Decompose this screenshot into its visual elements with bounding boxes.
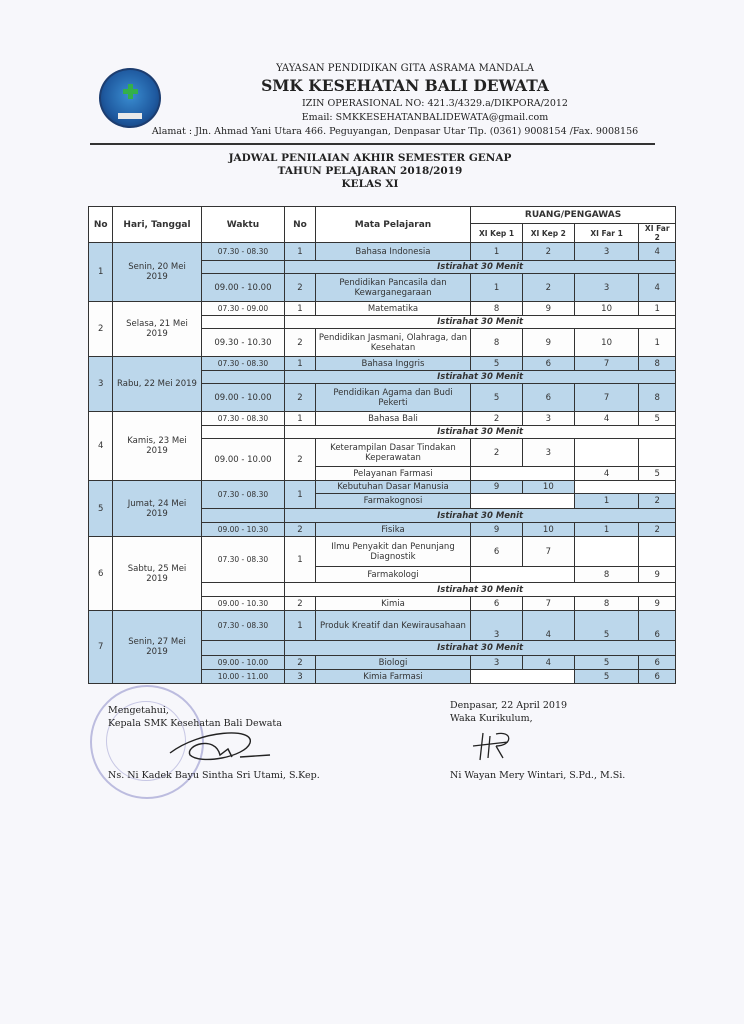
room-cell: 4 (574, 467, 639, 481)
room-cell: 2 (639, 523, 676, 537)
subject: Pelayanan Farmasi (315, 467, 470, 481)
school-name: SMK KESEHATAN BALI DEWATA (261, 76, 549, 95)
signature-scribble-left-icon (160, 725, 280, 770)
letterhead (85, 58, 685, 143)
license-number: IZIN OPERASIONAL NO: 421.3/4329.a/DIKPORA/2012 (302, 98, 568, 109)
header-room-kep1: XI Kep 1 (471, 224, 523, 243)
room-cell: 9 (471, 481, 523, 494)
room-cell: 6 (522, 384, 574, 412)
header-day: Hari, Tanggal (113, 207, 201, 243)
room-cell: 6 (471, 597, 523, 611)
room-cell: 5 (639, 412, 676, 426)
subject: Biologi (315, 656, 470, 670)
room-cell: 7 (574, 357, 639, 371)
room-cell: 3 (574, 243, 639, 261)
break-label: Istirahat 30 Menit (285, 426, 676, 439)
break-label: Istirahat 30 Menit (285, 641, 676, 656)
session-no: 2 (285, 656, 316, 670)
room-cell: 6 (639, 656, 676, 670)
room-cell: 5 (639, 467, 676, 481)
break-label: Istirahat 30 Menit (285, 261, 676, 274)
header-room-far2: XI Far 2 (639, 224, 676, 243)
room-cell: 1 (471, 243, 523, 261)
room-cell: 4 (639, 274, 676, 302)
room-cell: 1 (639, 302, 676, 316)
room-cell: 6 (639, 670, 676, 684)
sig-right-name: Ni Wayan Mery Wintari, S.Pd., M.Si. (450, 770, 626, 781)
session-time: 10.00 - 11.00 (201, 670, 285, 684)
room-cell: 9 (522, 329, 574, 357)
subject: Pendidikan Agama dan Budi Pekerti (315, 384, 470, 412)
unused-room-cell (574, 537, 639, 567)
session-time: 07.30 - 08.30 (201, 243, 285, 261)
room-cell: 10 (574, 329, 639, 357)
sig-left-line2: Kepala SMK Kesehatan Bali Dewata (108, 718, 282, 729)
subject: Keterampilan Dasar Tindakan Keperawatan (315, 439, 470, 467)
break-label: Istirahat 30 Menit (285, 316, 676, 329)
room-cell: 10 (522, 523, 574, 537)
doc-year: TAHUN PELAJARAN 2018/2019 (277, 165, 463, 177)
sig-right-line1: Denpasar, 22 April 2019 (450, 700, 568, 711)
room-cell: 8 (471, 302, 523, 316)
unused-room-cell (471, 467, 575, 481)
session-no: 2 (285, 384, 316, 412)
header-subject: Mata Pelajaran (315, 207, 470, 243)
room-cell: 5 (574, 670, 639, 684)
room-cell: 6 (639, 611, 676, 641)
break-label: Istirahat 30 Menit (285, 371, 676, 384)
room-cell: 5 (574, 611, 639, 641)
day-no: 2 (89, 302, 113, 357)
session-no: 1 (285, 357, 316, 371)
session-time: 07.30 - 08.30 (201, 412, 285, 426)
session-time: 09.00 - 10.00 (201, 439, 285, 481)
session-time: 09.30 - 10.30 (201, 329, 285, 357)
session-no: 1 (285, 537, 316, 583)
day-date: Kamis, 23 Mei 2019 (113, 412, 201, 481)
school-address: Alamat : Jln. Ahmad Yani Utara 466. Peguyangan, Denpasar Utar Tlp. (0361) 9008154 /Fax. 9008156 (151, 126, 639, 137)
session-no: 1 (285, 243, 316, 261)
session-time: 07.30 - 08.30 (201, 537, 285, 583)
room-cell: 5 (471, 384, 523, 412)
subject: Kimia Farmasi (315, 670, 470, 684)
subject: Bahasa Bali (315, 412, 470, 426)
room-cell: 4 (639, 243, 676, 261)
session-no: 3 (285, 670, 316, 684)
subject: Farmakologi (315, 567, 470, 583)
doc-title: JADWAL PENILAIAN AKHIR SEMESTER GENAP (228, 152, 512, 164)
break-label: Istirahat 30 Menit (285, 583, 676, 597)
room-cell: 8 (639, 357, 676, 371)
room-cell: 4 (522, 656, 574, 670)
room-cell: 6 (471, 537, 523, 567)
room-cell: 3 (471, 611, 523, 641)
room-cell: 2 (471, 412, 523, 426)
day-date: Senin, 20 Mei 2019 (113, 243, 201, 302)
day-date: Jumat, 24 Mei 2019 (113, 481, 201, 537)
day-no: 4 (89, 412, 113, 481)
unused-room-cell (471, 567, 575, 583)
header-time: Waktu (201, 207, 285, 243)
session-no: 2 (285, 274, 316, 302)
session-time: 07.30 - 08.30 (201, 611, 285, 641)
subject: Farmakognosi (315, 494, 470, 509)
session-no: 2 (285, 329, 316, 357)
unused-room-cell (471, 494, 575, 509)
subject: Fisika (315, 523, 470, 537)
session-time: 09.00 - 10.00 (201, 274, 285, 302)
unused-room-cell (574, 481, 675, 494)
day-date: Selasa, 21 Mei 2019 (113, 302, 201, 357)
subject: Bahasa Indonesia (315, 243, 470, 261)
sig-left-name: Ns. Ni Kadek Bayu Sintha Sri Utami, S.Kep. (108, 770, 320, 781)
room-cell: 1 (574, 494, 639, 509)
session-time: 09.00 - 10.00 (201, 384, 285, 412)
room-cell: 7 (574, 384, 639, 412)
session-no: 2 (285, 597, 316, 611)
day-no: 3 (89, 357, 113, 412)
room-cell: 3 (522, 439, 574, 467)
room-cell: 9 (639, 567, 676, 583)
room-cell: 10 (574, 302, 639, 316)
break-label: Istirahat 30 Menit (285, 509, 676, 523)
room-cell: 8 (471, 329, 523, 357)
subject: Pendidikan Pancasila dan Kewarganegaraan (315, 274, 470, 302)
room-cell: 7 (522, 537, 574, 567)
subject: Matematika (315, 302, 470, 316)
doc-class: KELAS XI (341, 178, 399, 190)
day-date: Senin, 27 Mei 2019 (113, 611, 201, 684)
table-row (89, 611, 676, 641)
room-cell: 9 (639, 597, 676, 611)
room-cell: 1 (639, 329, 676, 357)
session-time: 09.00 - 10.30 (201, 597, 285, 611)
session-no: 2 (285, 439, 316, 481)
sig-right-line2: Waka Kurikulum, (450, 713, 533, 724)
room-cell: 3 (574, 274, 639, 302)
session-time: 07.30 - 09.00 (201, 302, 285, 316)
day-no: 5 (89, 481, 113, 537)
room-cell: 3 (522, 412, 574, 426)
foundation-name: YAYASAN PENDIDIKAN GITA ASRAMA MANDALA (276, 63, 534, 74)
exam-schedule-table (88, 206, 676, 684)
header-room-far1: XI Far 1 (574, 224, 639, 243)
room-cell: 5 (471, 357, 523, 371)
session-time: 07.30 - 08.30 (201, 357, 285, 371)
letterhead-divider (90, 143, 655, 145)
day-no: 1 (89, 243, 113, 302)
session-no: 1 (285, 611, 316, 641)
room-cell: 1 (471, 274, 523, 302)
room-cell: 1 (574, 523, 639, 537)
unused-room-cell (471, 670, 575, 684)
day-date: Rabu, 22 Mei 2019 (113, 357, 201, 412)
room-cell: 8 (574, 567, 639, 583)
room-cell: 2 (522, 243, 574, 261)
subject: Kebutuhan Dasar Manusia (315, 481, 470, 494)
table-row (89, 357, 676, 371)
room-cell: 2 (639, 494, 676, 509)
subject: Kimia (315, 597, 470, 611)
subject: Produk Kreatif dan Kewirausahaan (315, 611, 470, 641)
table-row (89, 481, 676, 494)
room-cell: 10 (522, 481, 574, 494)
header-session-no: No (285, 207, 316, 243)
session-time: 09.00 - 10.00 (201, 656, 285, 670)
table-row (89, 412, 676, 426)
room-cell: 8 (639, 384, 676, 412)
unused-room-cell (639, 537, 676, 567)
room-cell: 3 (471, 656, 523, 670)
table-row (89, 243, 676, 261)
session-no: 1 (285, 481, 316, 509)
room-cell: 2 (471, 439, 523, 467)
room-cell: 4 (522, 611, 574, 641)
day-date: Sabtu, 25 Mei 2019 (113, 537, 201, 611)
header-rooms: RUANG/PENGAWAS (471, 207, 676, 224)
unused-room-cell (639, 439, 676, 467)
room-cell: 9 (522, 302, 574, 316)
room-cell: 6 (522, 357, 574, 371)
room-cell: 8 (574, 597, 639, 611)
subject: Ilmu Penyakit dan Penunjang Diagnostik (315, 537, 470, 567)
room-cell: 7 (522, 597, 574, 611)
session-time: 09.00 - 10.30 (201, 523, 285, 537)
day-no: 6 (89, 537, 113, 611)
subject: Bahasa Inggris (315, 357, 470, 371)
signature-scribble-right-icon (468, 728, 528, 766)
session-no: 2 (285, 523, 316, 537)
session-time: 07.30 - 08.30 (201, 481, 285, 509)
room-cell: 9 (471, 523, 523, 537)
session-no: 1 (285, 302, 316, 316)
table-row (89, 537, 676, 567)
room-cell: 5 (574, 656, 639, 670)
subject: Pendidikan Jasmani, Olahraga, dan Kesehatan (315, 329, 470, 357)
sig-left-line1: Mengetahui, (108, 705, 169, 716)
unused-room-cell (574, 439, 639, 467)
session-no: 1 (285, 412, 316, 426)
school-email: Email: SMKKESEHATANBALIDEWATA@gmail.com (301, 112, 549, 123)
table-row (89, 302, 676, 316)
header-no: No (89, 207, 113, 243)
header-room-kep2: XI Kep 2 (522, 224, 574, 243)
day-no: 7 (89, 611, 113, 684)
room-cell: 2 (522, 274, 574, 302)
room-cell: 4 (574, 412, 639, 426)
signature-right (450, 700, 567, 724)
